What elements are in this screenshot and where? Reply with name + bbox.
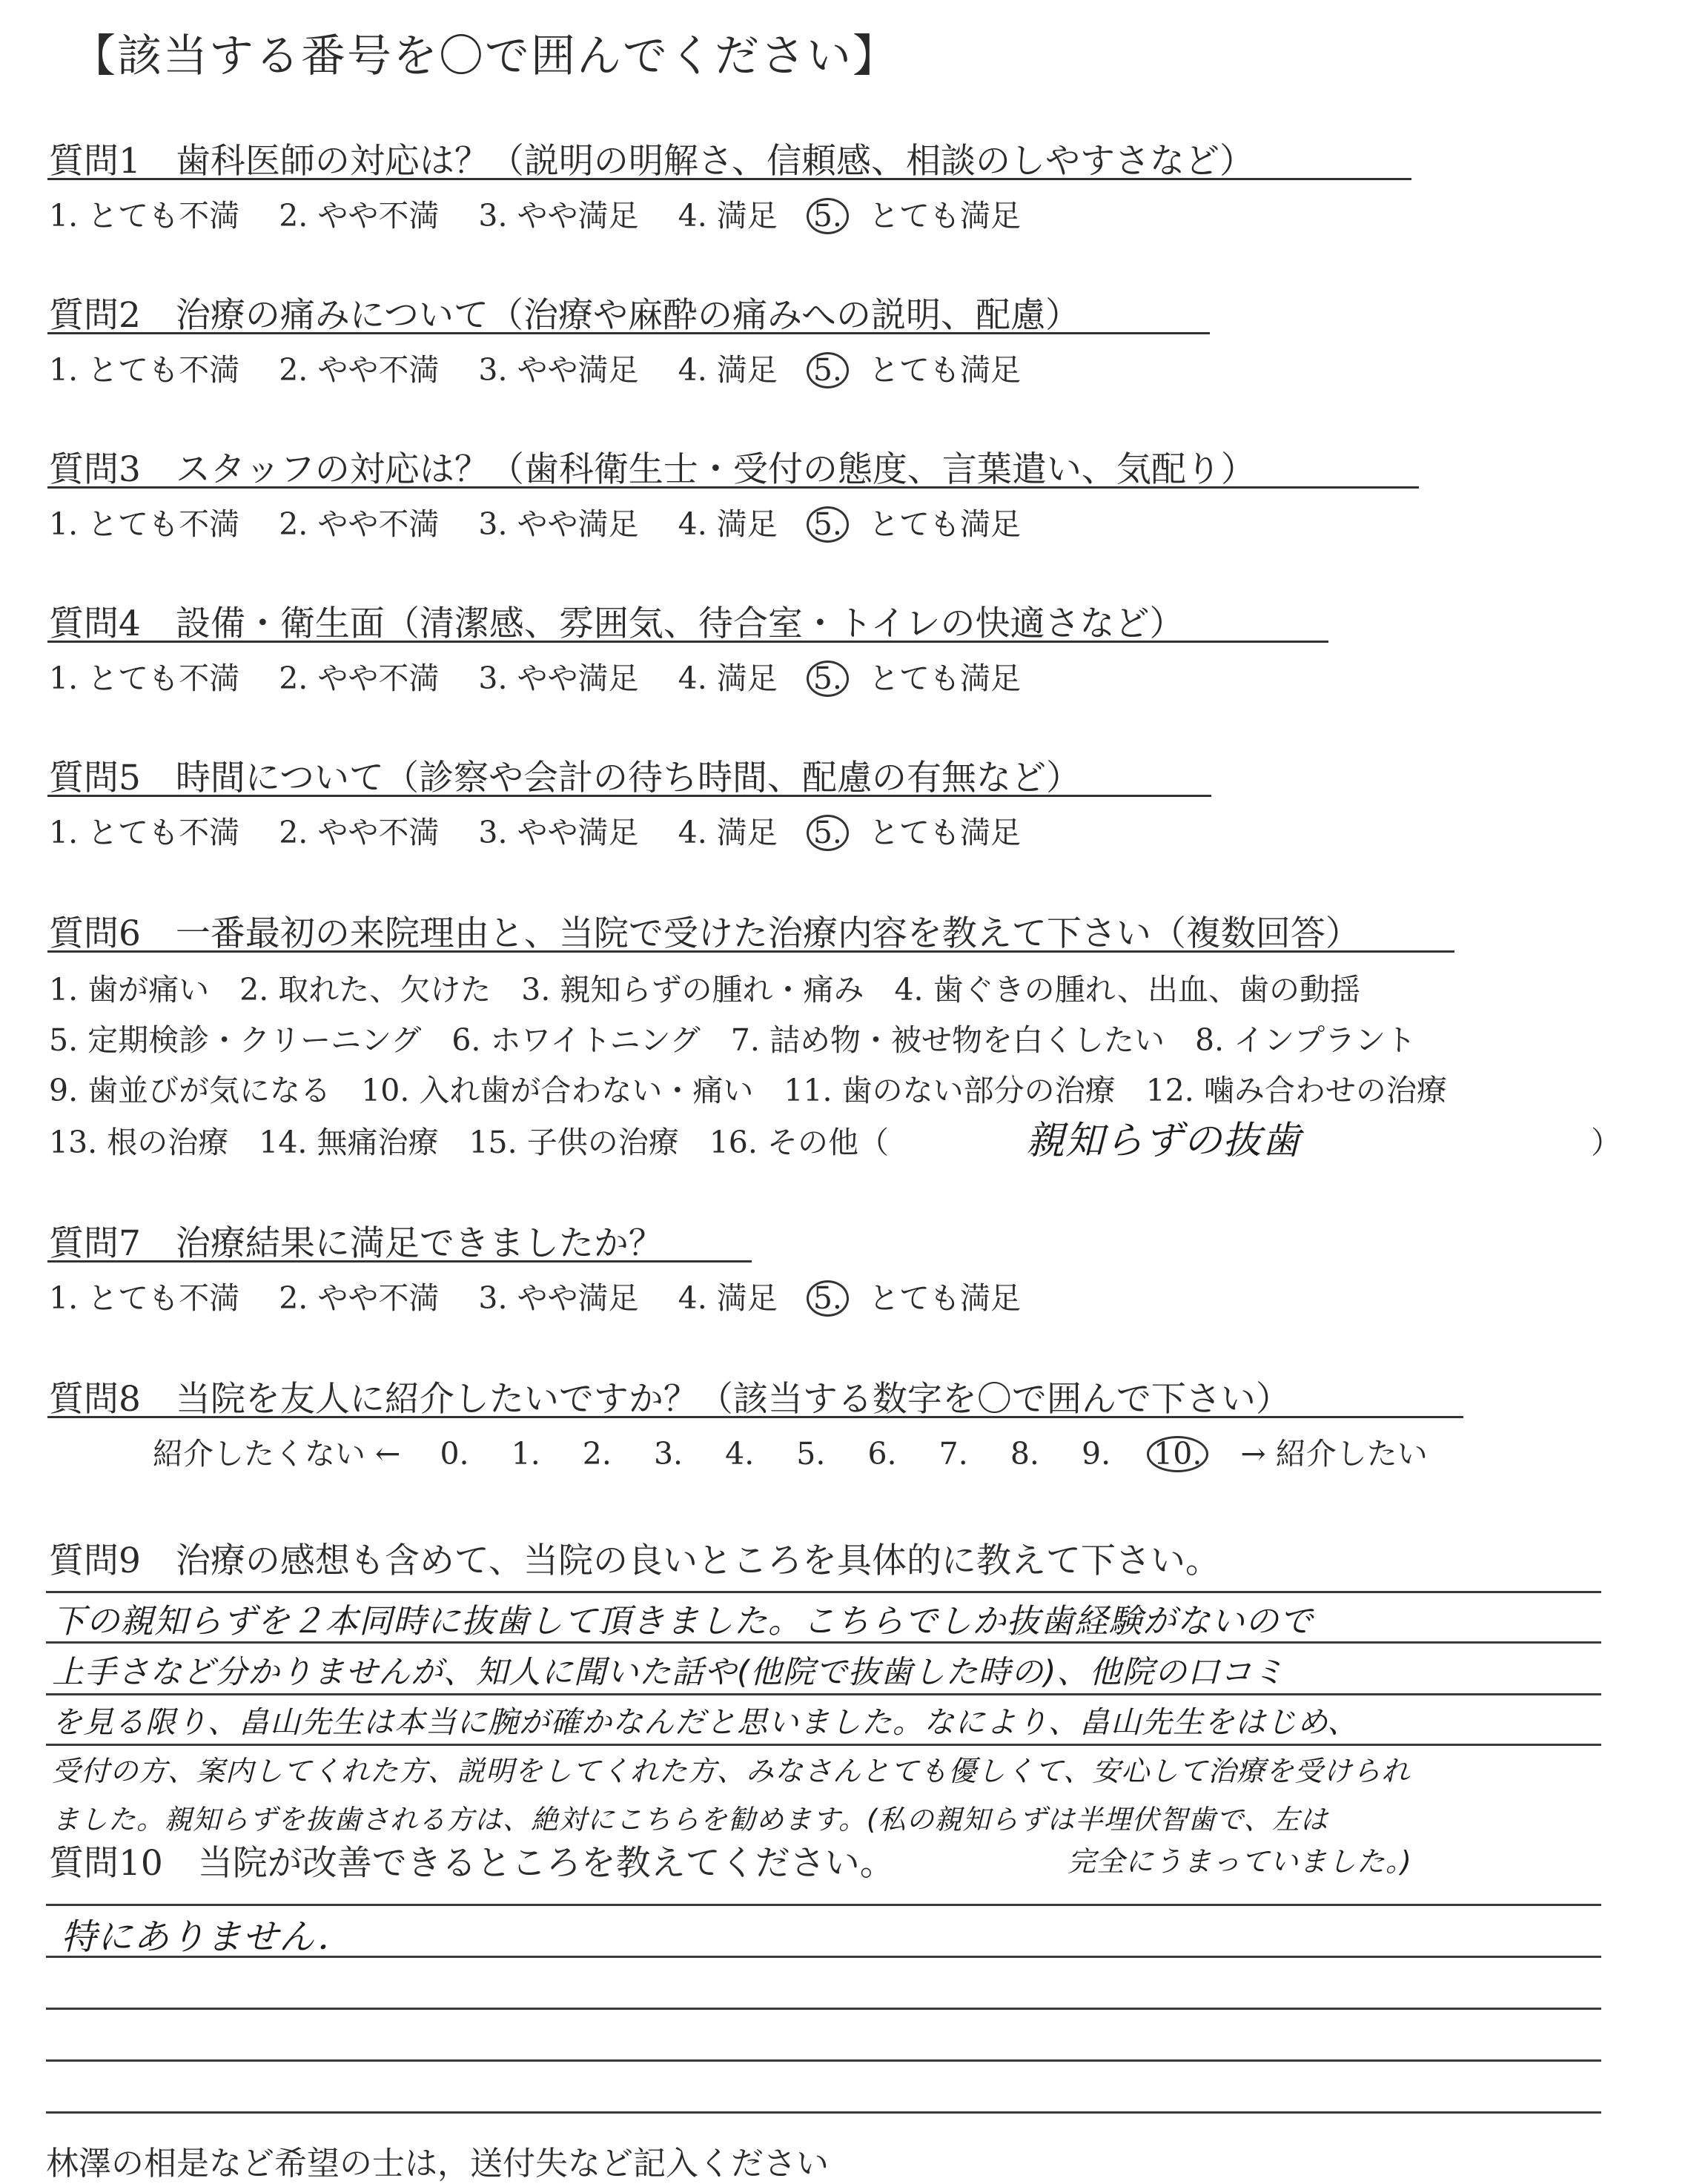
score-4[interactable]: 4. (725, 1436, 755, 1472)
option-4[interactable]: 4. 満足 (678, 352, 778, 388)
question-4: 質問4 設備・衛生面（清潔感、雰囲気、待合室・トイレの快適さなど） (49, 603, 1185, 644)
answer-rule (46, 1744, 1601, 1746)
answer-rule (46, 2059, 1601, 2062)
question-6-row-4[interactable]: 13. 根の治療 14. 無痛治療 15. 子供の治療 16. その他（ (49, 1125, 889, 1160)
option-5-label: とても満足 (868, 661, 1021, 696)
question-2-options (49, 345, 1021, 389)
option-2[interactable]: 2. やや不満 (279, 506, 440, 542)
question-5-underline (47, 795, 1211, 797)
question-7: 質問7 治療結果に満足できましたか？ (49, 1223, 663, 1264)
question-9-answer-line-3[interactable]: を見る限り、畠山先生は本当に腕が確かなんだと思いました。なにより、畠山先生をはじめ、 (52, 1704, 1359, 1740)
option-4[interactable]: 4. 満足 (678, 1280, 778, 1316)
score-8[interactable]: 8. (1010, 1436, 1039, 1472)
score-7[interactable]: 7. (939, 1436, 968, 1472)
answer-rule (46, 1641, 1601, 1644)
question-9-answer-line-5[interactable]: ました。親知らずを抜歯される方は、絶対にこちらを勧めます。(私の親知らずは半埋伏智歯で、左は (52, 1804, 1328, 1836)
question-7-underline (47, 1260, 752, 1263)
score-3[interactable]: 3. (653, 1436, 683, 1472)
question-4-underline (47, 641, 1328, 643)
question-3-options (49, 500, 1021, 543)
option-5-circled[interactable]: 5. (807, 661, 849, 697)
question-10: 質問10 当院が改善できるところを教えてください。 (49, 1843, 895, 1884)
score-6[interactable]: 6. (867, 1436, 897, 1472)
question-9-answer-line-1[interactable]: 下の親知らずを２本同時に抜歯して頂きました。こちらでしか抜歯経験がないので (52, 1601, 1314, 1641)
scale-left-label: 紹介したくない ← (153, 1436, 401, 1472)
question-8: 質問8 当院を友人に紹介したいですか？（該当する数字を〇で囲んで下さい） (49, 1379, 1291, 1420)
answer-rule (46, 1904, 1601, 1906)
question-6-row-2[interactable]: 5. 定期検診・クリーニング 6. ホワイトニング 7. 詰め物・被せ物を白くしたい 8. インプラント (49, 1022, 1417, 1058)
option-2[interactable]: 2. やや不満 (279, 352, 440, 388)
option-1[interactable]: 1. とても不満 (49, 815, 240, 850)
option-5-circled[interactable]: 5. (807, 815, 849, 851)
score-10-circled[interactable]: 10. (1147, 1436, 1208, 1472)
option-5-label: とても満足 (868, 506, 1021, 542)
score-9[interactable]: 9. (1081, 1436, 1111, 1472)
question-6-other-close: ） (1591, 1125, 1621, 1160)
option-5-circled[interactable]: 5. (807, 198, 849, 234)
question-3: 質問3 スタッフの対応は？（歯科衛生士・受付の態度、言葉遣い、気配り） (49, 449, 1256, 490)
answer-rule (46, 1591, 1601, 1593)
option-4[interactable]: 4. 満足 (678, 198, 778, 234)
score-0[interactable]: 0. (440, 1436, 469, 1472)
question-7-options (49, 1274, 1021, 1317)
option-5-circled[interactable]: 5. (807, 352, 849, 388)
option-3[interactable]: 3. やや満足 (478, 1280, 639, 1316)
question-6-row-3[interactable]: 9. 歯並びが気になる 10. 入れ歯が合わない・痛い 11. 歯のない部分の治療 12. 噛み合わせの治療 (49, 1073, 1447, 1108)
question-9-answer-line-2[interactable]: 上手さなど分かりませんが、知人に聞いた話や(他院で抜歯した時の)、他院の口コミ (52, 1654, 1285, 1691)
option-2[interactable]: 2. やや不満 (279, 815, 440, 850)
question-6-other-answer[interactable]: 親知らずの抜歯 (1026, 1119, 1302, 1163)
question-8-scale (153, 1429, 1428, 1473)
footer-note: 林澤の相是など希望の士は，送付失など記入ください (46, 2145, 829, 2183)
option-5-circled[interactable]: 5. (807, 506, 849, 543)
option-3[interactable]: 3. やや満足 (478, 661, 639, 696)
question-5-options (49, 808, 1021, 852)
option-3[interactable]: 3. やや満足 (478, 506, 639, 542)
option-4[interactable]: 4. 満足 (678, 506, 778, 542)
question-6-underline (47, 950, 1454, 953)
option-1[interactable]: 1. とても不満 (49, 661, 240, 696)
question-9-answer-line-4[interactable]: 受付の方、案内してくれた方、説明をしてくれた方、みなさんとても優しくて、安心して治療を受けられ (52, 1755, 1411, 1787)
option-4[interactable]: 4. 満足 (678, 661, 778, 696)
question-9-answer-tail[interactable]: 完全にうまっていました。) (1068, 1845, 1412, 1878)
question-1: 質問1 歯科医師の対応は？（説明の明解さ、信頼感、相談のしやすさなど） (49, 141, 1255, 182)
score-2[interactable]: 2. (582, 1436, 612, 1472)
option-2[interactable]: 2. やや不満 (279, 198, 440, 234)
question-4-options (49, 654, 1021, 698)
option-1[interactable]: 1. とても不満 (49, 1280, 240, 1316)
question-2-underline (47, 332, 1210, 334)
form-title: 【該当する番号を〇で囲んでください】 (71, 30, 898, 82)
option-1[interactable]: 1. とても不満 (49, 352, 240, 388)
option-1[interactable]: 1. とても不満 (49, 198, 240, 234)
score-1[interactable]: 1. (511, 1436, 540, 1472)
answer-rule (46, 1693, 1601, 1695)
answer-rule (46, 1956, 1601, 1958)
question-3-underline (47, 486, 1419, 489)
score-5[interactable]: 5. (796, 1436, 826, 1472)
option-4[interactable]: 4. 満足 (678, 815, 778, 850)
question-9: 質問9 治療の感想も含めて、当院の良いところを具体的に教えて下さい。 (49, 1541, 1220, 1581)
option-1[interactable]: 1. とても不満 (49, 506, 240, 542)
question-5: 質問5 時間について（診察や会計の待ち時間、配慮の有無など） (49, 758, 1081, 798)
scale-right-label: → 紹介したい (1240, 1436, 1428, 1472)
question-6: 質問6 一番最初の来院理由と、当院で受けた治療内容を教えて下さい（複数回答） (49, 913, 1360, 954)
option-3[interactable]: 3. やや満足 (478, 352, 639, 388)
option-5-circled[interactable]: 5. (807, 1280, 849, 1317)
option-2[interactable]: 2. やや不満 (279, 1280, 440, 1316)
option-5-label: とても満足 (868, 815, 1021, 850)
question-1-options (49, 191, 1021, 235)
option-5-label: とても満足 (868, 352, 1021, 388)
answer-rule (46, 2111, 1601, 2114)
option-5-label: とても満足 (868, 1280, 1021, 1316)
question-6-row-1[interactable]: 1. 歯が痛い 2. 取れた、欠けた 3. 親知らずの腫れ・痛み 4. 歯ぐきの腫れ、出血、歯の動揺 (49, 972, 1361, 1007)
answer-rule (46, 2008, 1601, 2010)
option-2[interactable]: 2. やや不満 (279, 661, 440, 696)
question-8-underline (47, 1416, 1463, 1418)
question-1-underline (47, 178, 1411, 180)
question-10-answer[interactable]: 特にありません． (61, 1916, 354, 1958)
option-3[interactable]: 3. やや満足 (478, 198, 639, 234)
question-2: 質問2 治療の痛みについて（治療や麻酔の痛みへの説明、配慮） (49, 295, 1081, 336)
option-3[interactable]: 3. やや満足 (478, 815, 639, 850)
option-5-label: とても満足 (868, 198, 1021, 234)
